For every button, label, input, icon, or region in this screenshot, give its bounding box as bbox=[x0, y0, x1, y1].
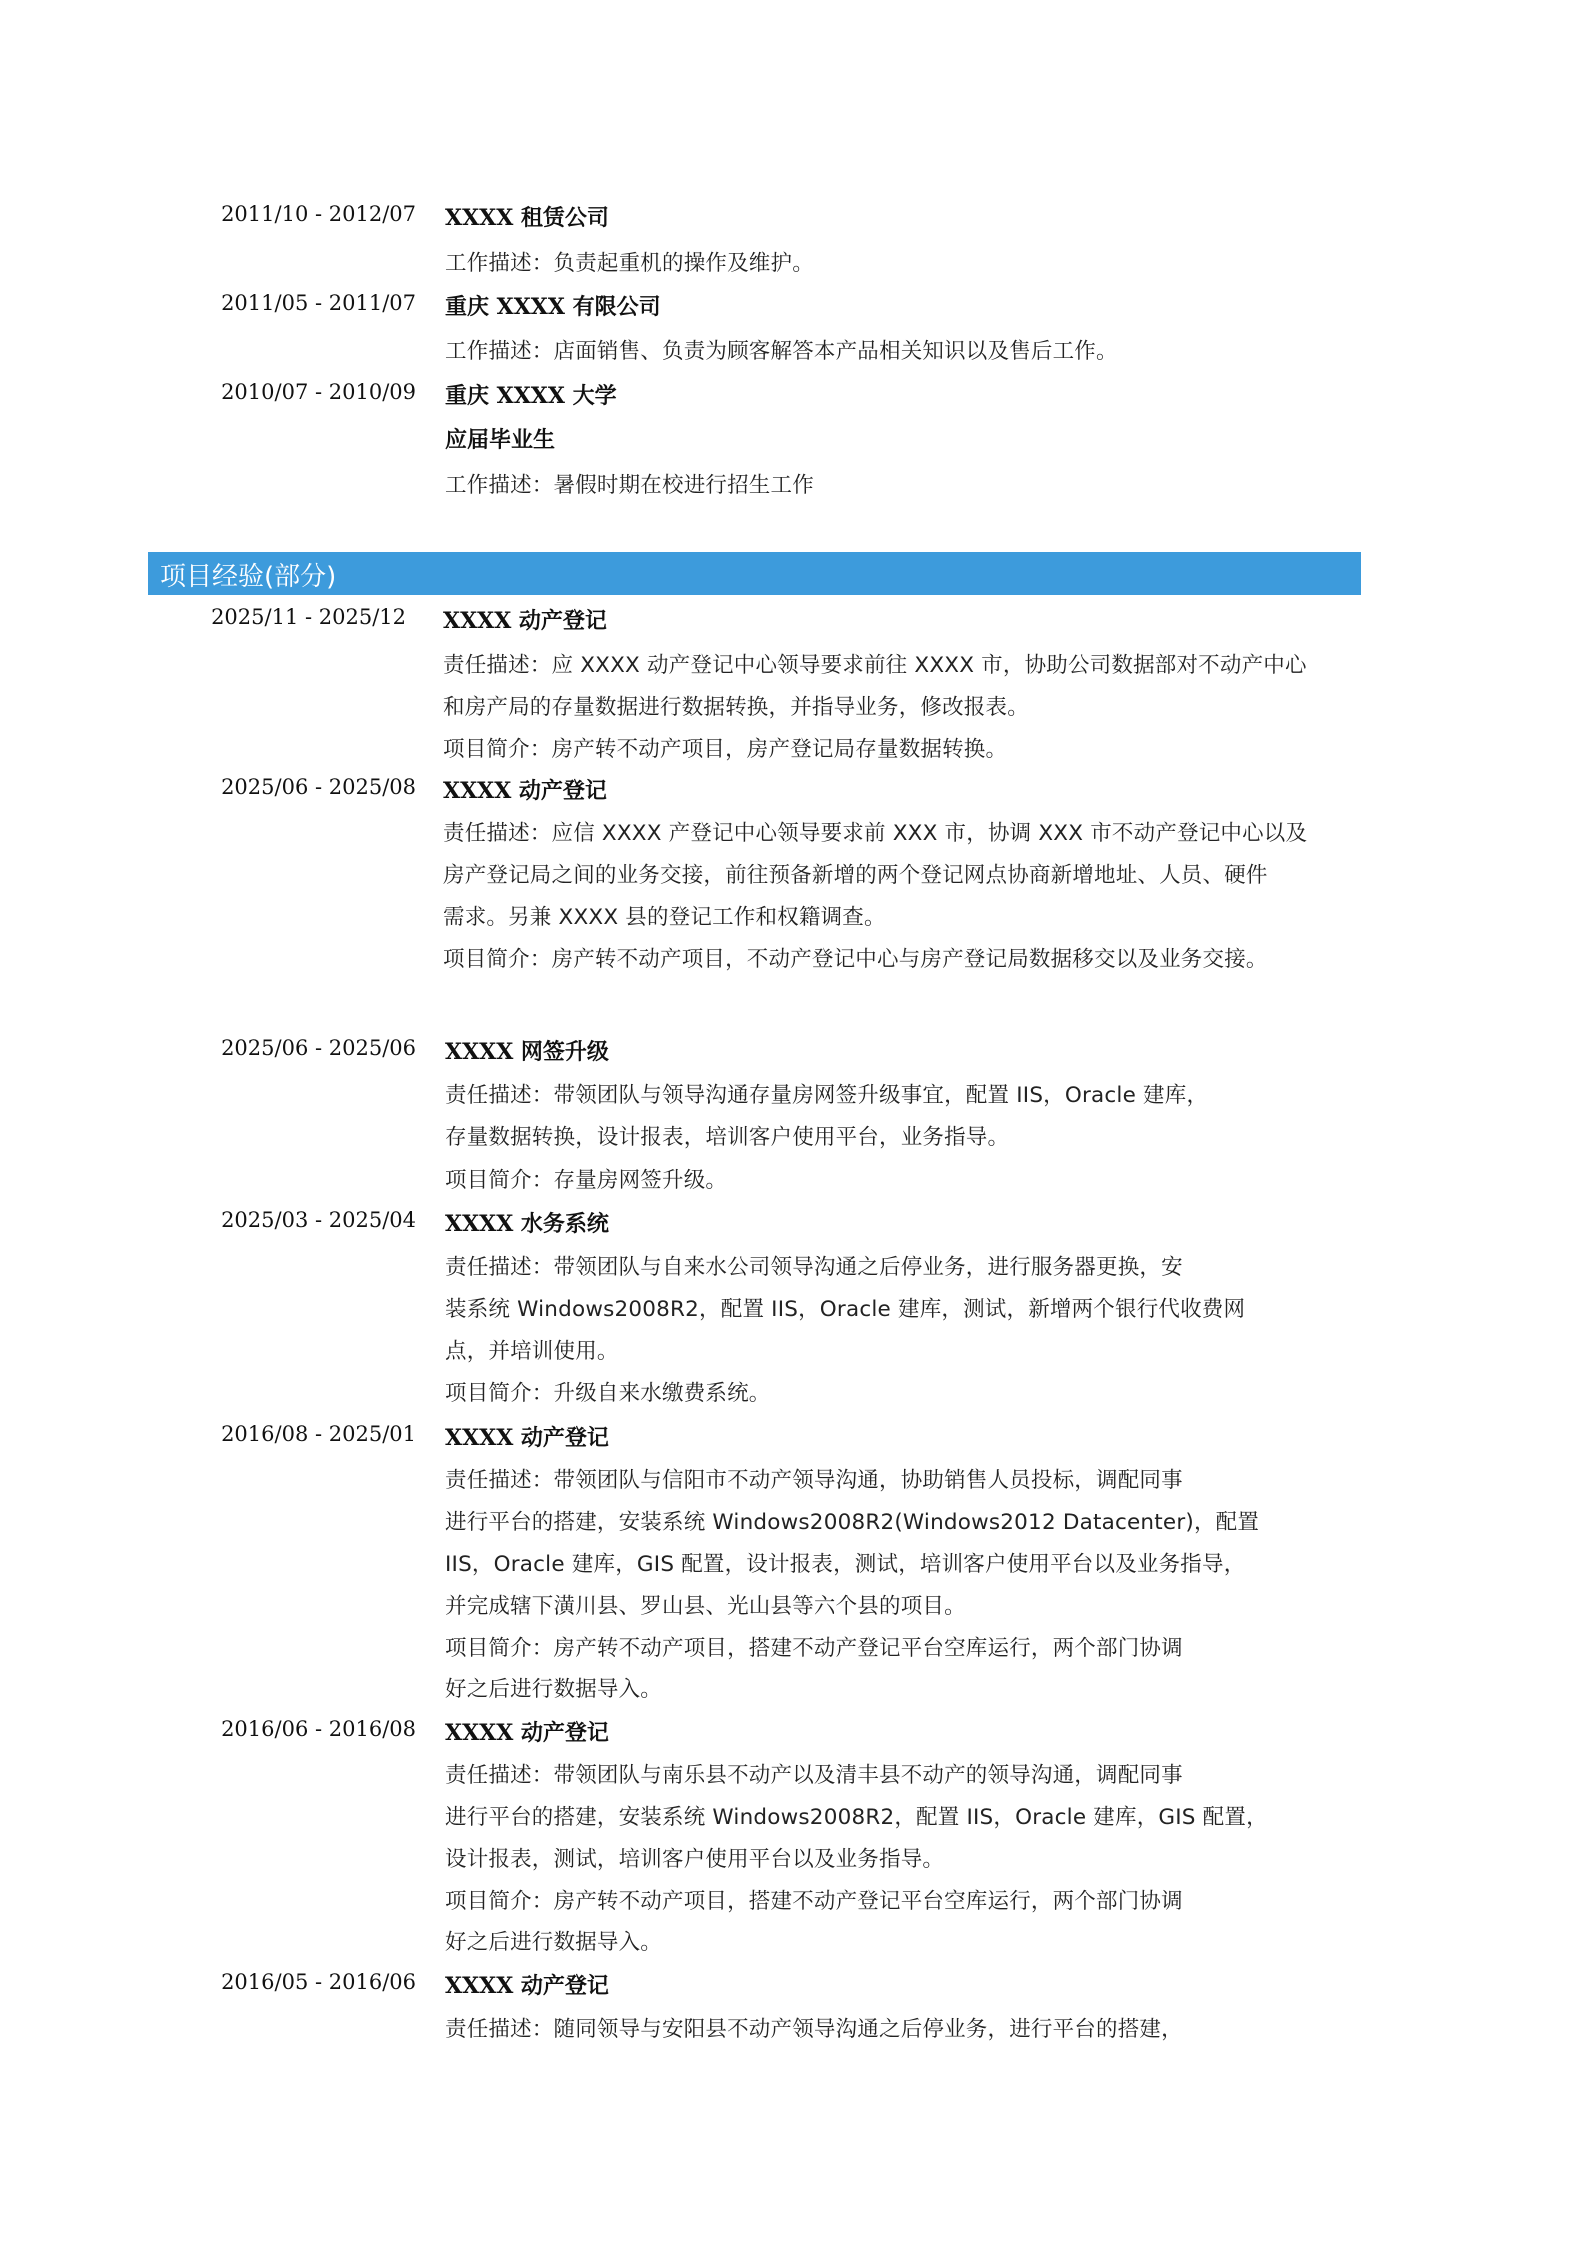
project-name: XXXX 动产登记 bbox=[443, 608, 607, 634]
project-line: 责任描述：带领团队与南乐县不动产以及清丰县不动产的领导沟通，调配同事 bbox=[445, 1763, 1183, 1788]
project-line: 好之后进行数据导入。 bbox=[445, 1930, 663, 1955]
project-name: XXXX 网签升级 bbox=[445, 1039, 609, 1065]
project-name: XXXX 动产登记 bbox=[445, 1425, 609, 1451]
project-line: 房产登记局之间的业务交接，前往预备新增的两个登记网点协商新增地址、人员、硬件 bbox=[443, 863, 1268, 888]
project-line: 设计报表，测试，培训客户使用平台以及业务指导。 bbox=[445, 1847, 945, 1872]
work-description: 工作描述：店面销售、负责为顾客解答本产品相关知识以及售后工作。 bbox=[445, 339, 1118, 364]
project-name: XXXX 动产登记 bbox=[445, 1973, 609, 1999]
project-name: XXXX 水务系统 bbox=[445, 1211, 609, 1237]
project-line: 项目简介：房产转不动产项目，搭建不动产登记平台空库运行，两个部门协调 bbox=[445, 1636, 1183, 1661]
project-line: 责任描述：带领团队与领导沟通存量房网签升级事宜，配置 IIS，Oracle 建库， bbox=[445, 1083, 1209, 1108]
work-description: 工作描述：负责起重机的操作及维护。 bbox=[445, 251, 814, 276]
project-line: 责任描述：随同领导与安阳县不动产领导沟通之后停业务，进行平台的搭建， bbox=[445, 2017, 1183, 2042]
project-date: 2016/08 - 2025/01 bbox=[221, 1422, 416, 1446]
project-line: 和房产局的存量数据进行数据转换，并指导业务，修改报表。 bbox=[443, 695, 1029, 720]
work-company: 重庆 XXXX 有限公司 bbox=[445, 294, 661, 320]
work-date: 2011/10 - 2012/07 bbox=[221, 202, 416, 226]
project-line: 责任描述：应信 XXXX 产登记中心领导要求前 XXX 市，协调 XXX 市不动产登记中心以及 bbox=[443, 821, 1308, 846]
project-line: 好之后进行数据导入。 bbox=[445, 1677, 663, 1702]
project-line: 进行平台的搭建，安装系统 Windows2008R2(Windows2012 Datacenter)，配置 bbox=[445, 1510, 1260, 1535]
project-line: 项目简介：房产转不动产项目，房产登记局存量数据转换。 bbox=[443, 737, 1008, 762]
project-line: 并完成辖下潢川县、罗山县、光山县等六个县的项目。 bbox=[445, 1594, 966, 1619]
project-name: XXXX 动产登记 bbox=[443, 778, 607, 804]
section-header-projects bbox=[148, 552, 1361, 595]
project-line: 存量数据转换，设计报表，培训客户使用平台，业务指导。 bbox=[445, 1125, 1010, 1150]
project-date: 2025/06 - 2025/08 bbox=[221, 775, 416, 799]
project-line: IIS，Oracle 建库，GIS 配置，设计报表，测试，培训客户使用平台以及业务指导， bbox=[445, 1552, 1246, 1577]
project-line: 项目简介：房产转不动产项目，不动产登记中心与房产登记局数据移交以及业务交接。 bbox=[443, 947, 1268, 972]
project-line: 项目简介：存量房网签升级。 bbox=[445, 1168, 728, 1193]
work-date: 2011/05 - 2011/07 bbox=[221, 291, 416, 315]
work-position: 应届毕业生 bbox=[445, 427, 556, 453]
work-company: 重庆 XXXX 大学 bbox=[445, 383, 617, 409]
section-title: 项目经验(部分) bbox=[160, 562, 337, 592]
work-date: 2010/07 - 2010/09 bbox=[221, 380, 416, 404]
project-line: 装系统 Windows2008R2，配置 IIS，Oracle 建库，测试，新增两个银行代收费网 bbox=[445, 1297, 1246, 1322]
project-line: 责任描述：应 XXXX 动产登记中心领导要求前往 XXXX 市，协助公司数据部对不动产中心 bbox=[443, 653, 1307, 678]
project-line: 责任描述：带领团队与自来水公司领导沟通之后停业务，进行服务器更换，安 bbox=[445, 1255, 1183, 1280]
project-date: 2025/11 - 2025/12 bbox=[211, 605, 406, 629]
project-line: 责任描述：带领团队与信阳市不动产领导沟通，协助销售人员投标，调配同事 bbox=[445, 1468, 1183, 1493]
project-name: XXXX 动产登记 bbox=[445, 1720, 609, 1746]
project-line: 需求。另兼 XXXX 县的登记工作和权籍调查。 bbox=[443, 905, 886, 930]
work-description: 工作描述：暑假时期在校进行招生工作 bbox=[445, 473, 814, 498]
project-date: 2025/03 - 2025/04 bbox=[221, 1208, 416, 1232]
project-date: 2025/06 - 2025/06 bbox=[221, 1036, 416, 1060]
project-date: 2016/06 - 2016/08 bbox=[221, 1717, 416, 1741]
work-company: XXXX 租赁公司 bbox=[445, 205, 609, 231]
project-line: 点，并培训使用。 bbox=[445, 1339, 619, 1364]
project-line: 进行平台的搭建，安装系统 Windows2008R2，配置 IIS，Oracle 建库，GIS 配置， bbox=[445, 1805, 1268, 1830]
project-line: 项目简介：房产转不动产项目，搭建不动产登记平台空库运行，两个部门协调 bbox=[445, 1889, 1183, 1914]
project-line: 项目简介：升级自来水缴费系统。 bbox=[445, 1381, 771, 1406]
project-date: 2016/05 - 2016/06 bbox=[221, 1970, 416, 1994]
